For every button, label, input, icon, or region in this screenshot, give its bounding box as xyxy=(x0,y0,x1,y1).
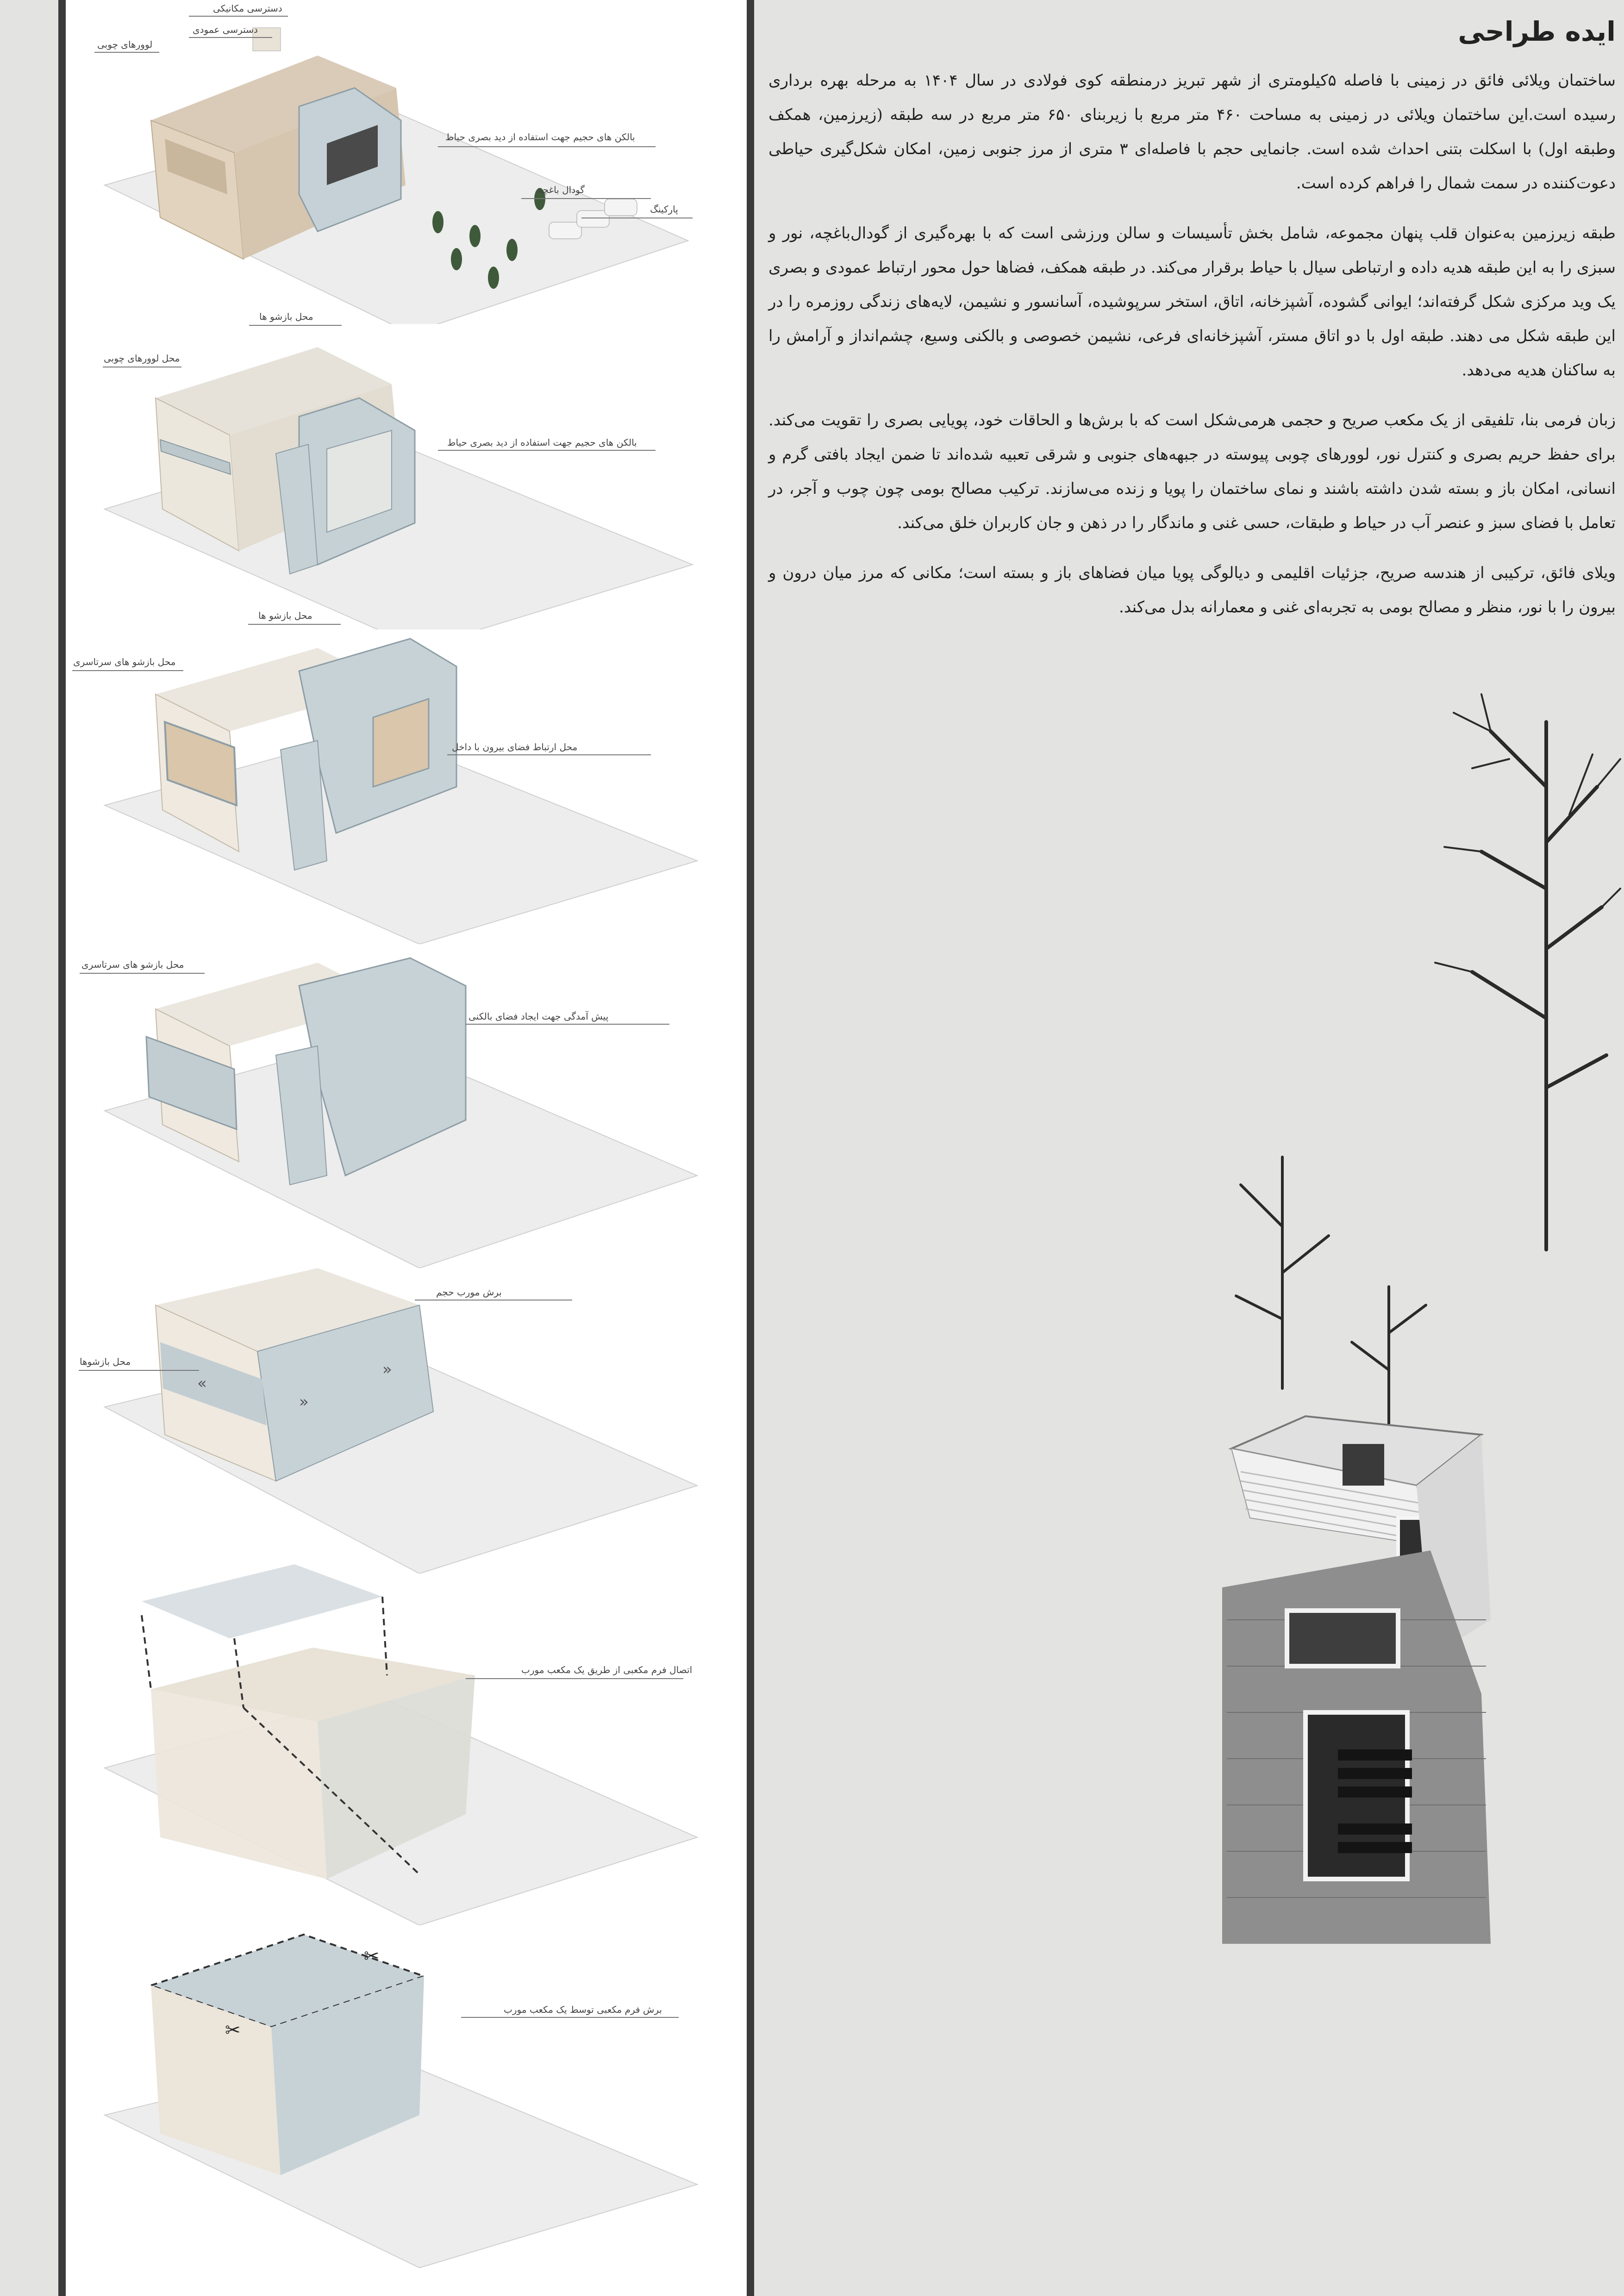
label-wooden-louvers: لوورهای چوبی xyxy=(97,39,153,50)
diagram-step-balcony xyxy=(58,944,747,1268)
leader-line xyxy=(72,670,183,671)
diagram-step-full-openings xyxy=(58,620,747,944)
label-cantilever: پیش آمدگی جهت ایجاد فضای بالکنی xyxy=(468,1011,609,1022)
leader-line xyxy=(466,1678,683,1679)
step-oblique-cut-drawing xyxy=(58,1259,747,1574)
text-column xyxy=(768,13,1616,640)
diagram-step-oblique-cut xyxy=(58,1259,747,1574)
divider-bar xyxy=(58,0,66,2296)
leader-line xyxy=(189,16,288,17)
step-cube-cut-drawing xyxy=(58,1916,747,2296)
paragraph: ویلای فائق، ترکیبی از هندسه صریح، جزئیات اقلیمی و دیالوگی پویا میان فضاهای باز و بسته است؛ مکانی که مرز میان درون و بیرون را با نور، منظر و مصالح بومی به تجربه‌ای غنی و معمارانه بدل می‌کند. xyxy=(768,564,1616,617)
final-building-drawing xyxy=(58,0,747,324)
villa-render-image xyxy=(1130,648,1624,2296)
label-openings-location: محل بازشوها xyxy=(80,1356,131,1367)
label-full-openings: محل بازشو های سرتاسری xyxy=(81,959,184,970)
label-balconies: بالکن های حجیم جهت استفاده از دید بصری حیاط xyxy=(447,437,637,448)
leader-line xyxy=(447,754,651,755)
label-parking: پارکینگ xyxy=(650,204,678,215)
label-openings: محل بازشو ها xyxy=(259,311,313,322)
paragraph: طبقه زیرزمین به‌عنوان قلب پنهان مجموعه، شامل بخش تأسیسات و سالن ورزشی است که با بهره‌گیری از گودال‌باغچه، نور و سبزی را به این طبقه هدیه داده و ارتباطی سیال با حیاط برقرار می‌کند. در طبقه همکف، فضاها حول محور ارتباط عمودی و بصری یک وید مرکزی شکل گرفته‌اند؛ ایوانی گشوده، آشپزخانه، اتاق، استخر سرپوشیده، آسانسور و نشیمن، لایه‌های زندگی روزمره را در این طبقه شکل می دهند. طبقه اول با دو اتاق مستر، آشپزخانه‌ای فرعی، نشیمن خصوصی و بالکنی وسیع، چشم‌انداز و آرامش را به ساکنان هدیه می‌دهد. xyxy=(768,224,1616,380)
label-vertical-access: دسترسی عمودی xyxy=(193,24,258,35)
leader-line xyxy=(248,624,341,625)
label-louver-location: محل لوورهای چوبی xyxy=(104,353,180,364)
step-full-openings-drawing xyxy=(58,620,747,944)
label-sunken-garden: گودال باغچه xyxy=(538,184,585,195)
leader-line xyxy=(80,973,205,974)
diagram-step-cube-cut xyxy=(58,1916,747,2296)
scissors-icon: ✂ xyxy=(364,1946,380,1967)
label-balconies: بالکن های حجیم جهت استفاده از دید بصری حیاط xyxy=(445,131,635,143)
leader-line xyxy=(438,450,656,451)
label-mechanical-access: دسترسی مکانیکی xyxy=(213,3,282,14)
diagram-panel xyxy=(58,0,747,2296)
label-openings: محل بازشو ها xyxy=(258,610,312,621)
divider-bar xyxy=(747,0,754,2296)
diagram-step-connection xyxy=(58,1555,747,1925)
label-oblique-cut: برش مورب حجم xyxy=(436,1287,502,1298)
diagram-final-building xyxy=(58,0,747,324)
leader-line xyxy=(521,198,651,199)
leader-line xyxy=(466,1024,669,1025)
step-connection-drawing xyxy=(58,1555,747,1925)
leader-line xyxy=(461,2017,679,2018)
label-full-openings: محل بازشو های سرتاسری xyxy=(73,656,176,667)
leader-line xyxy=(438,146,656,147)
arrow-icon: » xyxy=(382,1360,392,1379)
label-inside-outside-connection: محل ارتباط فضای بیرون با داخل xyxy=(452,741,578,753)
leader-line xyxy=(79,1370,199,1371)
paragraph: زبان فرمی بنا، تلفیقی از یک مکعب صریح و حجمی هرمی‌شکل است که با برش‌ها و الحاقات خود، پویایی بصری را تقویت می‌کند. برای حفظ حریم بصری و کنترل نور، لوورهای چوبی پیوسته در جبهه‌های جنوبی و شرقی تعبیه شده‌اند تا ضمن ایجاد بافتی گرم و انسانی، امکان باز و بسته شدن داشته باشند و نمای ساختمان را پویا و زنده می‌سازند. ترکیب مصالح بومی چون چوب و آجر، در تعامل با فضای سبز و عنصر آب در حیاط و طبقات، حسی غنی و ماندگار را در ذهن و جان کاربران خلق می‌کند. xyxy=(768,411,1616,533)
leader-line xyxy=(249,325,342,326)
arrow-icon: » xyxy=(299,1393,309,1411)
scissors-icon: ✂ xyxy=(225,2020,241,2041)
page-title: ایده طراحی xyxy=(1458,16,1616,47)
arrow-icon: « xyxy=(197,1374,207,1393)
label-connection: اتصال فرم مکعبی از طریق یک مکعب مورب xyxy=(521,1664,693,1675)
step-balcony-drawing xyxy=(58,944,747,1268)
label-cube-cut: برش فرم مکعبی توسط یک مکعب مورب xyxy=(504,2004,662,2015)
leader-line xyxy=(189,37,272,38)
paragraph: ساختمان ویلائی فائق در زمینی با فاصله ۵کیلومتری از شهر تبریز درمنطقه کوی فولادی در سال ۱۴۰۴ به مرحله بهره برداری رسیده است.این ساختمان ویلائی در زمینی به مساحت ۴۶۰ متر مربع با زیربنای ۶۵۰ متر مربع در سه طبقه (زیرزمین، همکف وطبقه اول) با اسکلت بتنی احداث شده است. جانمایی حجم با فاصله‌ای ۳ متری از مرز جنوبی زمین، امکان شکل‌گیری حیاطی دعوت‌کننده در سمت شمال را فراهم کرده است. xyxy=(768,71,1616,193)
leader-line xyxy=(94,52,159,53)
